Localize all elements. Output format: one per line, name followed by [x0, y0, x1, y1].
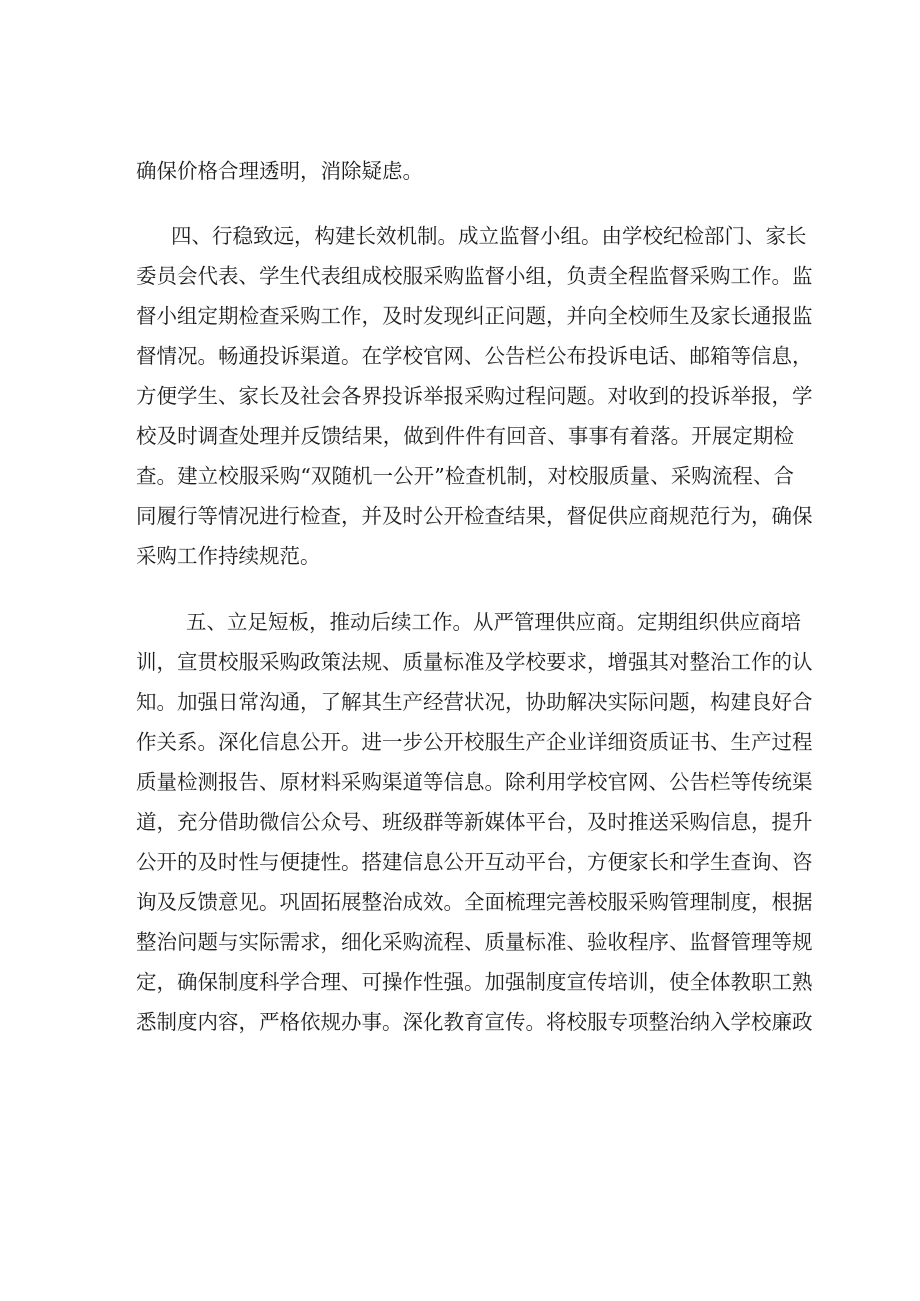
- text-line: 知。加强日常沟通，了解其生产经营状况，协助解决实际问题，构建良好合: [136, 690, 813, 714]
- text-line: 定，确保制度科学合理、可操作性强。加强制度宣传培训，使全体教职工熟: [136, 970, 813, 994]
- text-line: 督小组定期检查采购工作，及时发现纠正问题，并向全校师生及家长通报监: [136, 304, 813, 328]
- text-line: 采购工作持续规范。: [136, 544, 321, 568]
- text-line: 公开的及时性与便捷性。搭建信息公开互动平台，方便家长和学生查询、咨: [136, 850, 813, 874]
- text-line: 委员会代表、学生代表组成校服采购监督小组，负责全程监督采购工作。监: [136, 264, 813, 288]
- text-line: 查。建立校服采购“双随机一公开”检查机制，对校服质量、采购流程、合: [136, 464, 794, 488]
- text-line: 四、行稳致远，构建长效机制。成立监督小组。由学校纪检部门、家长: [171, 224, 807, 248]
- text-line: 作关系。深化信息公开。进一步公开校服生产企业详细资质证书、生产过程: [136, 730, 813, 754]
- text-line: 询及反馈意见。巩固拓展整治成效。全面梳理完善校服采购管理制度，根据: [136, 890, 813, 914]
- text-line: 校及时调查处理并反馈结果，做到件件有回音、事事有着落。开展定期检: [136, 424, 794, 448]
- text-line: 悉制度内容，严格依规办事。深化教育宣传。将校服专项整治纳入学校廉政: [136, 1010, 813, 1034]
- text-line: 整治问题与实际需求，细化采购流程、质量标准、验收程序、监督管理等规: [136, 930, 813, 954]
- text-line: 确保价格合理透明，消除疑虑。: [136, 159, 423, 183]
- text-line: 督情况。畅通投诉渠道。在学校官网、公告栏公布投诉电话、邮箱等信息，: [136, 344, 813, 368]
- text-line: 五、立足短板，推动后续工作。从严管理供应商。定期组织供应商培: [186, 610, 801, 634]
- text-line: 训，宣贯校服采购政策法规、质量标准及学校要求，增强其对整治工作的认: [136, 650, 813, 674]
- text-line: 同履行等情况进行检查，并及时公开检查结果，督促供应商规范行为，确保: [136, 504, 813, 528]
- text-line: 道，充分借助微信公众号、班级群等新媒体平台，及时推送采购信息，提升: [136, 810, 813, 834]
- text-line: 方便学生、家长及社会各界投诉举报采购过程问题。对收到的投诉举报，学: [136, 384, 813, 408]
- text-line: 质量检测报告、原材料采购渠道等信息。除利用学校官网、公告栏等传统渠: [136, 770, 813, 794]
